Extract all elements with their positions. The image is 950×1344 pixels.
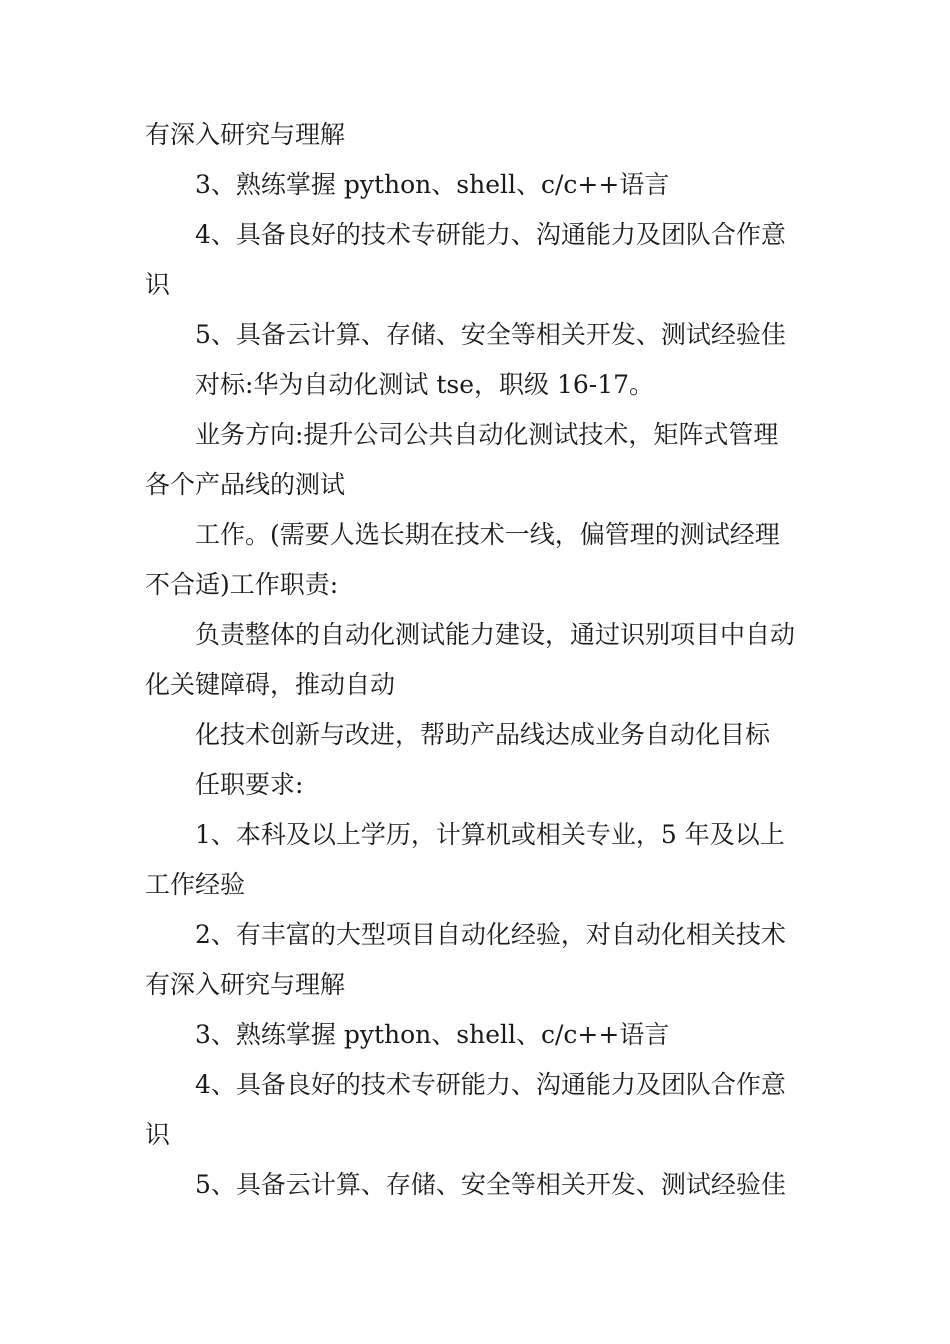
text-line: 负责整体的自动化测试能力建设，通过识别项目中自动 <box>195 620 796 649</box>
text-line: 5、具备云计算、存储、安全等相关开发、测试经验佳 <box>195 320 786 349</box>
text-line: 4、具备良好的技术专研能力、沟通能力及团队合作意 <box>195 220 786 249</box>
text-line: 各个产品线的测试 <box>145 470 346 499</box>
text-line: 不合适)工作职责: <box>145 570 339 599</box>
text-line: 识 <box>145 1120 171 1149</box>
text-line: 对标:华为自动化测试 tse，职级 16-17。 <box>195 370 655 399</box>
text-line: 任职要求: <box>195 770 304 799</box>
text-line: 工作经验 <box>145 870 246 899</box>
text-line: 化关键障碍，推动自动 <box>145 670 396 699</box>
text-line: 1、本科及以上学历，计算机或相关专业，5 年及以上 <box>195 820 785 849</box>
text-line: 化技术创新与改进，帮助产品线达成业务自动化目标 <box>195 720 771 749</box>
text-line: 4、具备良好的技术专研能力、沟通能力及团队合作意 <box>195 1070 786 1099</box>
text-line: 5、具备云计算、存储、安全等相关开发、测试经验佳 <box>195 1170 786 1199</box>
text-line: 业务方向:提升公司公共自动化测试技术，矩阵式管理 <box>195 420 779 449</box>
text-line: 识 <box>145 270 171 299</box>
text-line: 2、有丰富的大型项目自动化经验，对自动化相关技术 <box>195 920 786 949</box>
text-line: 有深入研究与理解 <box>145 970 346 999</box>
text-line: 3、熟练掌握 python、shell、c/c++语言 <box>195 1020 670 1049</box>
text-line: 有深入研究与理解 <box>145 120 346 149</box>
document-body <box>145 110 810 1210</box>
text-line: 工作。(需要人选长期在技术一线，偏管理的测试经理 <box>195 520 780 549</box>
text-line: 3、熟练掌握 python、shell、c/c++语言 <box>195 170 670 199</box>
